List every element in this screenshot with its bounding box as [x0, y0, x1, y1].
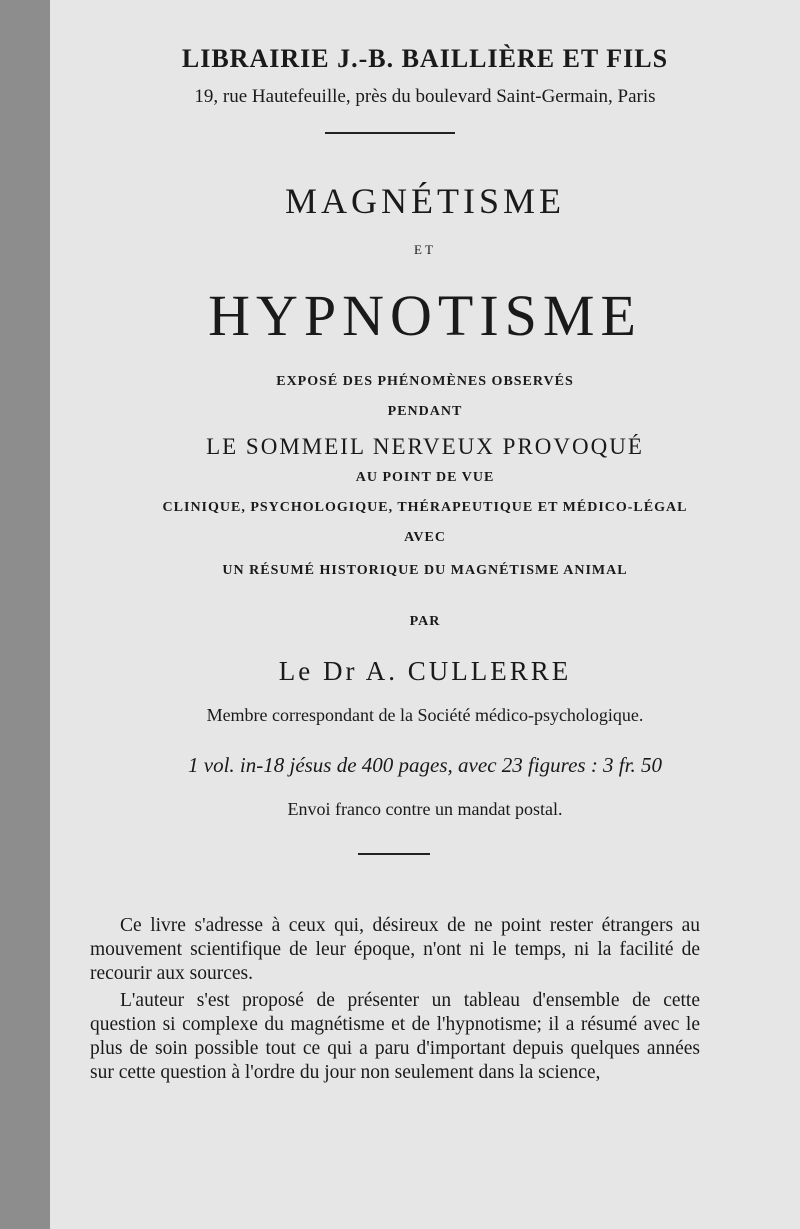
shipping-info: Envoi franco contre un mandat postal. [287, 799, 563, 819]
title-conjunction: ET [414, 242, 436, 257]
title-line-1: MAGNÉTISME [285, 181, 565, 221]
subtitle-line-7: UN RÉSUMÉ HISTORIQUE DU MAGNÉTISME ANIMAL [222, 563, 628, 578]
author-name: Le Dr A. CULLERRE [278, 656, 572, 686]
publisher-name: LIBRAIRIE J.-B. BAILLIÈRE ET FILS [181, 44, 669, 73]
subtitle-line-6: AVEC [404, 530, 446, 545]
divider-top [325, 132, 455, 134]
publisher-address: 19, rue Hautefeuille, près du boulevard Saint-Germain, Paris [194, 86, 656, 107]
body-paragraph-2: L'auteur s'est proposé de présenter un tableau d'ensemble de cette question si complexe du magnétisme et de l'hypnotisme; il a résumé avec le plus de soin possible tout ce qui a paru d'important depuis quelques années sur cette question à l'ordre du jour non seulement dans la science, [90, 990, 700, 1083]
title-line-2: HYPNOTISME [208, 283, 642, 348]
subtitle-line-5: CLINIQUE, PSYCHOLOGIQUE, THÉRAPEUTIQUE ET MÉDICO-LÉGAL [162, 500, 688, 515]
subtitle-line-1: EXPOSÉ DES PHÉNOMÈNES OBSERVÉS [276, 374, 574, 389]
divider-bottom [358, 853, 430, 855]
author-affiliation: Membre correspondant de la Société médico-psychologique. [206, 705, 644, 725]
document-page [50, 0, 800, 1229]
subtitle-line-4: AU POINT DE VUE [355, 470, 495, 485]
volume-info: 1 vol. in-18 jésus de 400 pages, avec 23 figures : 3 fr. 50 [188, 753, 662, 777]
binding-strip [0, 0, 50, 1229]
subtitle-line-3: LE SOMMEIL NERVEUX PROVOQUÉ [206, 434, 644, 459]
author-by: PAR [409, 614, 441, 629]
subtitle-line-2: PENDANT [387, 404, 463, 419]
body-paragraph-1: Ce livre s'adresse à ceux qui, désireux de ne point rester étrangers au mouvement scientifique de leur époque, n'ont ni le temps, ni la facilité de recourir aux sources. [90, 915, 700, 984]
